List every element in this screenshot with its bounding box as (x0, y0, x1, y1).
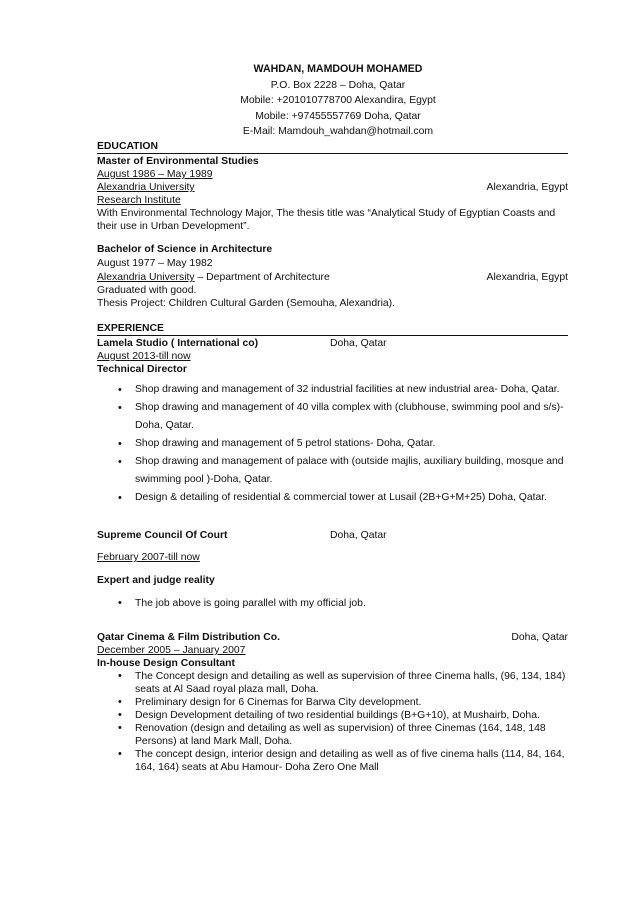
job1-company: Lamela Studio ( International co) (97, 338, 259, 349)
list-item: • Shop drawing and management of palace with (outside majlis, auxiliary building, mosque and swimming pool )-Doha, Qatar. (97, 453, 571, 489)
job3-company: Qatar Cinema & Film Distribution Co. (97, 632, 281, 643)
list-item: • Preliminary design for 6 Cinemas for Barwa City development. (97, 696, 571, 709)
mobile-qatar: Mobile: +97455557769 Doha, Qatar (255, 110, 421, 122)
email: E-Mail: Mamdouh_wahdan@hotmail.com (242, 126, 434, 137)
list-item: • The job above is going parallel with my official job. (97, 597, 571, 610)
education-heading: EDUCATION (97, 140, 568, 154)
job2-company: Supreme Council Of Court (97, 530, 228, 541)
list-item: • Design Development detailing of two residential buildings (B+G+10), at Mushairb, Doha. (97, 709, 571, 722)
bachelor-degree: Bachelor of Science in Architecture (97, 244, 273, 255)
list-item: • Shop drawing and management of 32 industrial facilities at new industrial area- Doha, Qatar. (97, 381, 571, 399)
experience-heading: EXPERIENCE (97, 322, 568, 336)
list-item: • Design & detailing of residential & commercial tower at Lusail (2B+G+M+25) Doha, Qatar. (97, 489, 571, 507)
bachelor-graduated: Graduated with good. (97, 285, 197, 296)
masters-university: Alexandria University (97, 182, 195, 193)
bachelor-dates: August 1977 – May 1982 (97, 258, 213, 269)
masters-description: With Environmental Technology Major, The thesis title was “Analytical Study of Egyptian Coasts and their use in Urban Development”. (97, 208, 556, 232)
job1-location: Doha, Qatar (330, 338, 387, 349)
bachelor-university: Alexandria University (97, 272, 195, 283)
resume-header (0, 62, 638, 140)
bachelor-thesis: Thesis Project: Children Cultural Garden (Semouha, Alexandria). (97, 298, 396, 309)
bachelor-department: – Department of Architecture (194, 272, 330, 283)
job1-bullet-list (97, 381, 571, 507)
bachelor-location: Alexandria, Egypt (486, 272, 568, 283)
job1-dates: August 2013-till now (97, 351, 191, 362)
masters-location: Alexandria, Egypt (486, 182, 568, 193)
job3-role: In-house Design Consultant (97, 658, 235, 669)
job1-role: Technical Director (97, 364, 187, 375)
list-item: • The Concept design and detailing as well as supervision of three Cinema halls, (96, 134, 184) seats at Al Saad royal plaza mall, Doha. (97, 670, 571, 696)
list-item: • Shop drawing and management of 5 petrol stations- Doha, Qatar. (97, 435, 571, 453)
po-box: P.O. Box 2228 – Doha, Qatar (270, 79, 406, 91)
job3-bullet-list (97, 670, 571, 774)
job3-dates: December 2005 – January 2007 (97, 645, 246, 656)
job2-bullet-list (97, 597, 571, 610)
list-item: • Shop drawing and management of 40 villa complex with (clubhouse, swimming pool and s/s)-Doha, Qatar. (97, 399, 571, 435)
candidate-name: WAHDAN, MAMDOUH MOHAMED (253, 63, 423, 75)
masters-dates: August 1986 – May 1989 (97, 169, 213, 180)
job2-location: Doha, Qatar (330, 530, 387, 541)
list-item: • Renovation (design and detailing as well as supervision) of three Cinemas (164, 148, 148 Persons) at land Mark Mall, Doha. (97, 722, 571, 748)
job3-location: Doha, Qatar (511, 632, 568, 643)
masters-institute: Research Institute (97, 195, 181, 206)
job2-role: Expert and judge reality (97, 575, 215, 586)
mobile-egypt: Mobile: +201010778700 Alexandira, Egypt (240, 95, 436, 106)
job2-dates: February 2007-till now (97, 552, 200, 563)
masters-degree: Master of Environmental Studies (97, 156, 259, 167)
list-item: • The concept design, interior design and detailing as well as of five cinema halls (114, 84, 164, 164, 164) seats at Abu Hamour- Doha Zero One Mall (97, 748, 571, 774)
bachelor-university-line (97, 271, 330, 284)
